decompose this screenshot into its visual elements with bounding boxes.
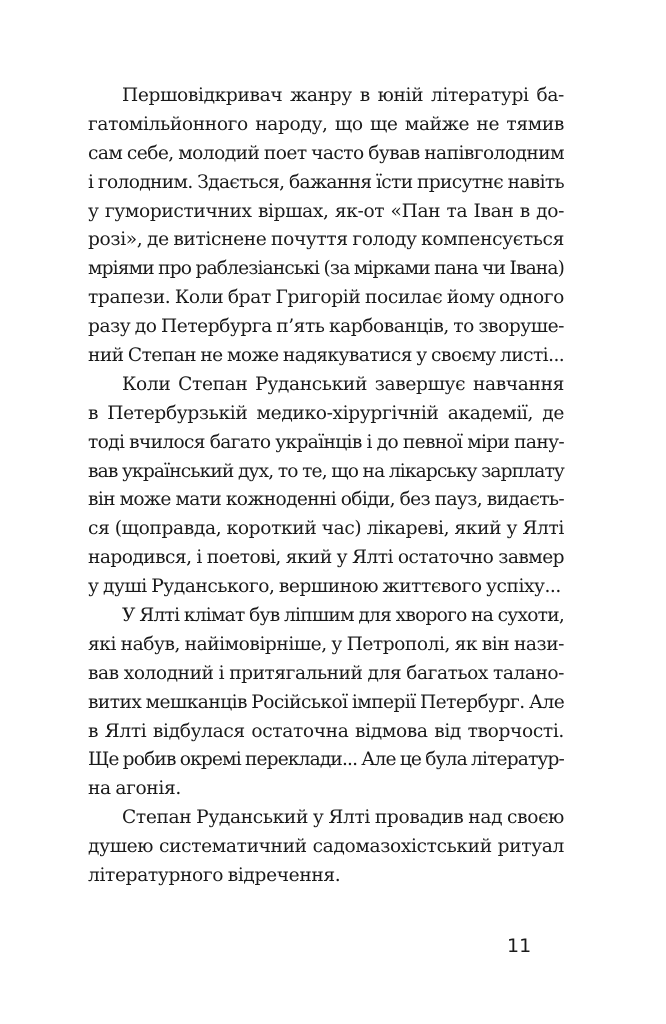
text-line: у душі Руданського, вершиною життєвого успіху... <box>88 576 561 598</box>
text-line: він може мати кожноденні обіди, без пауз, видаєть- <box>88 489 564 511</box>
text-line: Першовідкривач жанру в юній літературі ба- <box>122 85 564 106</box>
paragraph <box>88 804 564 891</box>
text-line: сам себе, молодий поет часто бував напівголодним <box>88 142 564 164</box>
text-line: і голодним. Здається, бажання їсти присутнє навіть <box>88 171 564 193</box>
text-line: вав український дух, то те, що на лікарську зарплату <box>88 460 564 482</box>
text-line: в Петербурзькій медико-хірургічній академії, де <box>88 402 564 424</box>
text-line: ся (щоправда, короткий час) лікареві, який у Ялті <box>88 518 564 540</box>
text-line: у гумористичних віршах, як-от «Пан та Іван в до- <box>88 200 564 222</box>
text-line: Коли Степан Руданський завершує навчання <box>122 373 564 395</box>
text-line: ний Степан не може надякуватися у своєму листі... <box>88 345 565 367</box>
body-text <box>88 82 564 891</box>
text-line: в Ялті відбулася остаточна відмова від творчості. <box>88 720 564 742</box>
text-line: гатомільйонного народу, що ще майже не тямив <box>88 113 564 135</box>
text-line: разу до Петербурга п’ять карбованців, то зворуше- <box>88 316 564 338</box>
paragraph <box>88 82 564 371</box>
text-line: на агонія. <box>88 778 181 800</box>
text-line: душею систематичний садомазохістський ритуал <box>88 836 564 858</box>
text-line: Ще робив окремі переклади... Але це була літератур- <box>88 749 564 771</box>
text-line: які набув, найімовірніше, у Петрополі, як він нази- <box>88 633 564 655</box>
paragraph <box>88 602 564 804</box>
text-line: тоді вчилося багато українців і до певної міри пану- <box>88 431 564 453</box>
text-line: Степан Руданський у Ялті провадив над своєю <box>122 807 564 829</box>
text-line: вав холодний і притягальний для багатьох талано- <box>88 662 564 684</box>
text-line: розі», де витіснене почуття голоду компенсується <box>88 229 564 251</box>
page-number: 11 <box>507 935 532 957</box>
text-line: У Ялті клімат був ліпшим для хворого на сухоти, <box>122 605 564 627</box>
text-line: літературного відречення. <box>88 865 341 887</box>
text-line: народився, і поетові, який у Ялті остаточно завмер <box>88 547 564 569</box>
text-line: мріями про раблезіанські (за мірками пана чи Івана) <box>88 258 564 280</box>
paragraph <box>88 371 564 602</box>
text-line: витих мешканців Російської імперії Петербург. Але <box>88 691 565 713</box>
text-line: трапези. Коли брат Григорій посилає йому одного <box>88 287 565 309</box>
